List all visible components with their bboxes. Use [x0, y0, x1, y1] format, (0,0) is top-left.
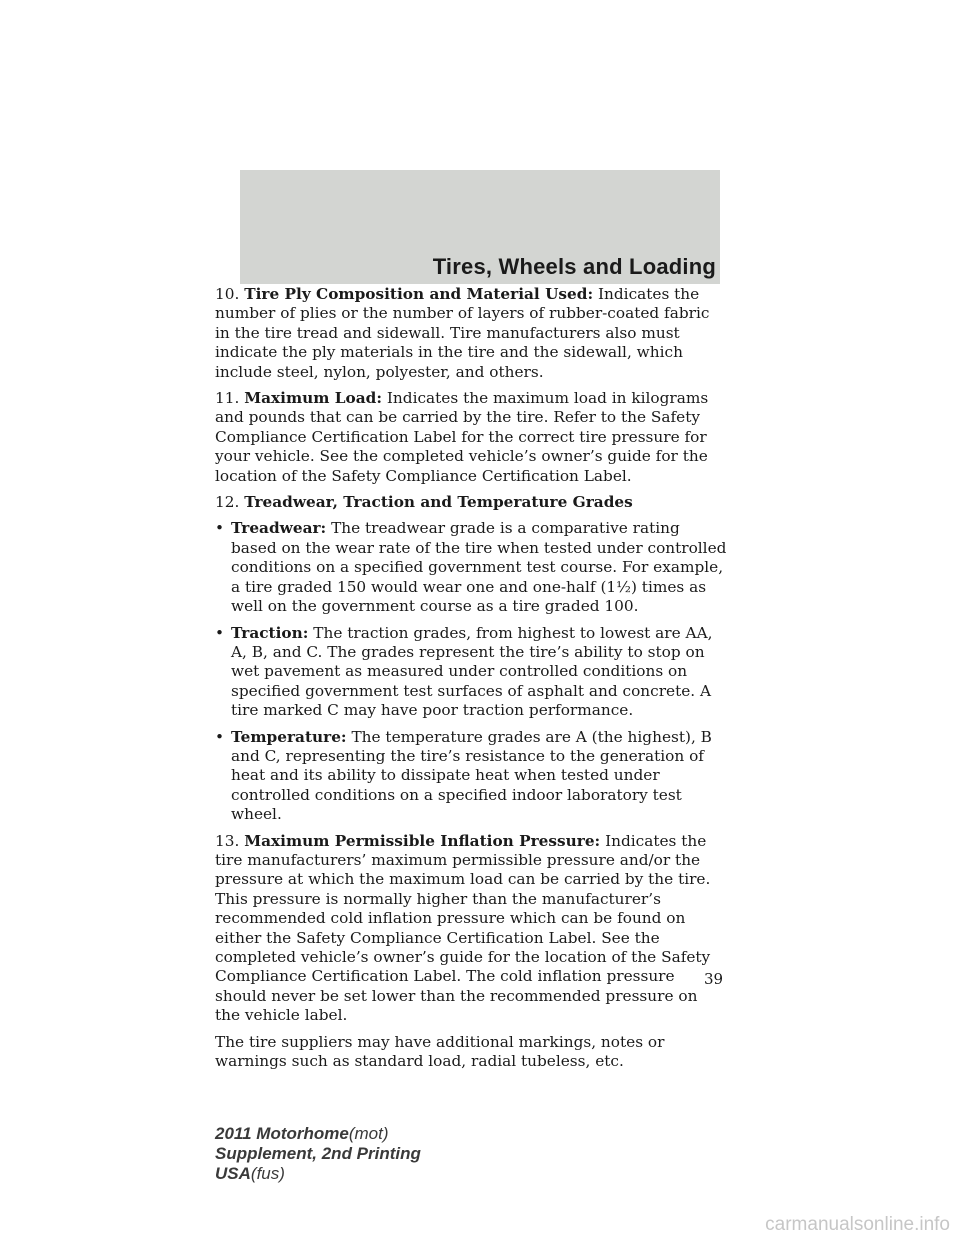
- footer: [215, 1124, 421, 1184]
- footer-model-code: (mot): [348, 1124, 389, 1143]
- item-text: Indicates the tire manufacturers’ maximum permissible pressure and/or the pressure at which the maximum load can be carried by the tire. This pressure is normally higher than the manufacturer’s recommended cold inflation pressure which can be found on either the Safety Compliance Certification Label. See the completed vehicle’s owner’s guide for the location of the Safety Compliance Certification Label. The cold inflation pressure should never be set lower than the recommended pressure on the vehicle label.: [215, 831, 711, 1025]
- bullet-icon: •: [215, 727, 225, 746]
- item-13: [215, 832, 727, 1026]
- bullet-treadwear: [215, 519, 727, 616]
- footer-region-code: (fus): [250, 1164, 285, 1183]
- footer-line-2: [215, 1144, 421, 1164]
- item-title: Maximum Load:: [244, 389, 383, 408]
- item-text: Indicates the maximum load in kilograms and pounds that can be carried by the tire. Refer to the Safety Compliance Certification Label for the correct tire pressure for your vehicle. See the completed vehicle’s owner’s guide for the location of the Safety Compliance Certification Label.: [215, 389, 709, 485]
- bullet-temperature: [215, 728, 727, 825]
- closing-paragraph: The tire suppliers may have additional markings, notes or warnings such as standard load, radial tubeless, etc.: [215, 1032, 665, 1071]
- page-content: [215, 285, 727, 1078]
- footer-line-1: [215, 1124, 421, 1144]
- footer-region: USA: [215, 1164, 251, 1183]
- bullet-text: The temperature grades are A (the highest), B and C, representing the tire’s resistance to the generation of heat and its ability to dissipate heat when tested under controlled conditions on a specified indoor laboratory test wheel.: [231, 727, 712, 824]
- item-text: Indicates the number of plies or the number of layers of rubber-coated fabric in the tire tread and sidewall. Tire manufacturers also must indicate the ply materials in the tire and the sidewall, which include steel, nylon, polyester, and others.: [215, 285, 710, 381]
- footer-edition: Supplement, 2nd Printing: [215, 1144, 421, 1163]
- page-number: 39: [704, 970, 724, 988]
- section-header-band: [240, 170, 720, 284]
- item-number: 10.: [215, 285, 240, 303]
- footer-model: 2011 Motorhome: [215, 1124, 349, 1143]
- item-11: [215, 389, 727, 486]
- bullet-text: The traction grades, from highest to lowest are AA, A, B, and C. The grades represent the tire’s ability to stop on wet pavement as measured under controlled conditions on specified government test surfaces of asphalt and concrete. A tire marked C may have poor traction performance.: [231, 623, 713, 720]
- bullet-title: Treadwear:: [231, 519, 327, 538]
- item-number: 13.: [215, 831, 240, 850]
- item-title: Tire Ply Composition and Material Used:: [244, 285, 594, 303]
- item-12: [215, 493, 727, 512]
- bullet-title: Traction:: [231, 623, 309, 642]
- bullet-icon: •: [215, 519, 225, 538]
- bullet-title: Temperature:: [231, 727, 347, 746]
- item-10: [215, 285, 727, 382]
- footer-line-3: [215, 1164, 421, 1184]
- bullet-text: The treadwear grade is a comparative rating based on the wear rate of the tire when tested under controlled conditions on a specified government test course. For example, a tire graded 150 would wear one and one-half (1½) times as well on the government course as a tire graded 100.: [231, 519, 727, 616]
- item-title: Maximum Permissible Inflation Pressure:: [244, 831, 601, 850]
- item-title: Treadwear, Traction and Temperature Grades: [244, 493, 633, 512]
- item-number: 11.: [215, 389, 240, 408]
- item-number: 12.: [215, 493, 240, 512]
- section-title: Tires, Wheels and Loading: [432, 254, 716, 279]
- watermark: carmanualsonline.info: [765, 1214, 950, 1235]
- bullet-traction: [215, 624, 727, 721]
- bullet-icon: •: [215, 623, 225, 642]
